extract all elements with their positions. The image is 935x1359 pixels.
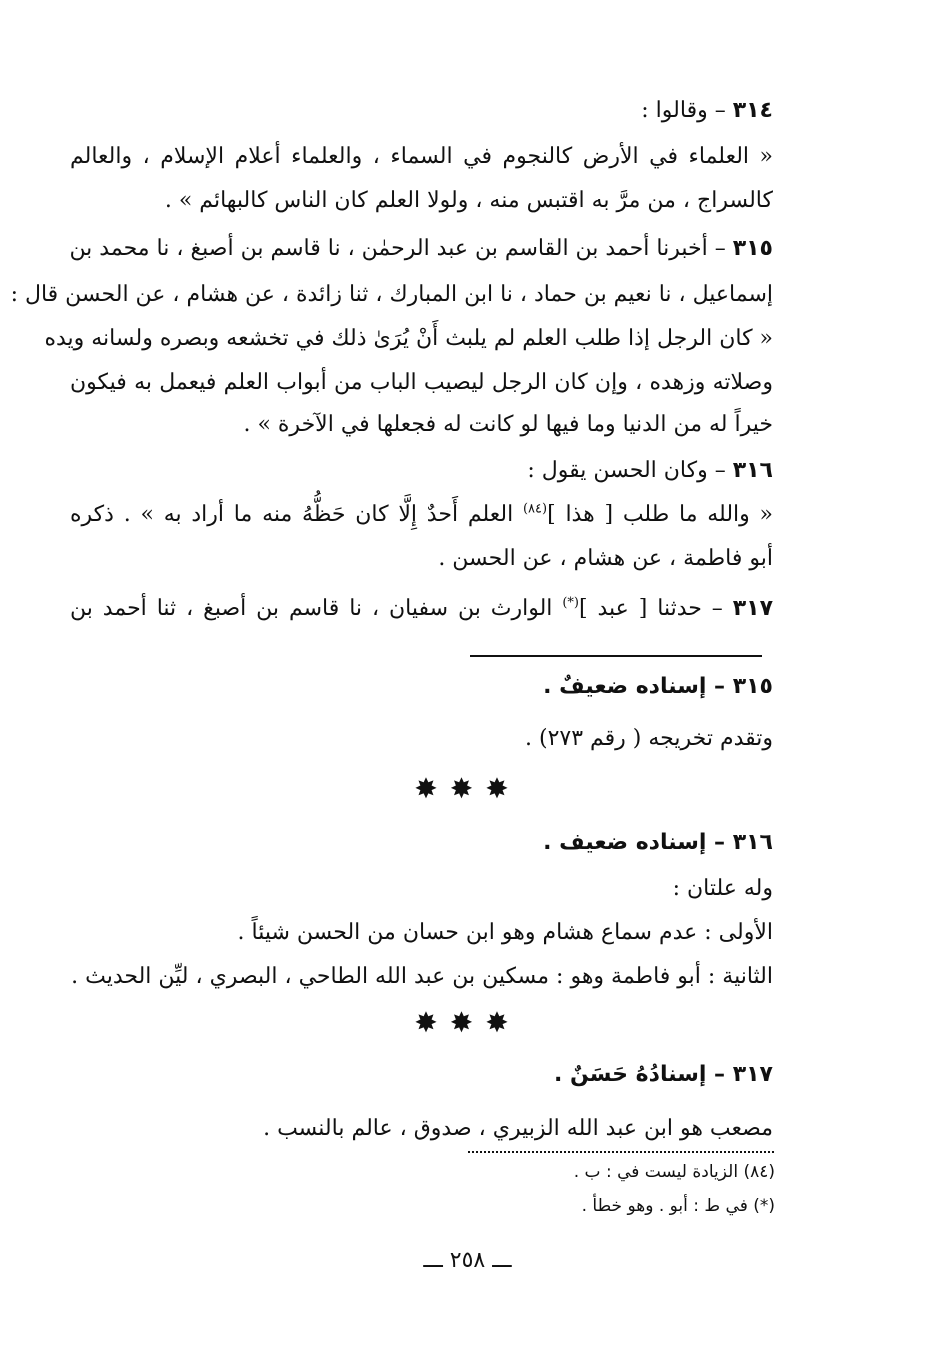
footnote-mark: (٨٤) [743,1162,775,1182]
commentary-316-line-2: الأولى : عدم سماع هشام وهو ابن حسان من الحسن شيئاً . [237,920,773,945]
commentary-317-title [554,1060,773,1090]
paragraph-number: ٣١٥ [732,236,773,261]
paragraph-text: – حدثنا [ عبد ] [578,596,733,621]
commentary-316-line-1: وله علتان : [672,876,773,901]
footnote-separator [468,1151,774,1153]
paragraph-314-heading [641,96,773,126]
commentary-number: ٣١٦ [732,830,773,855]
commentary-316-line-3: الثانية : أبو فاطمة وهو : مسكين بن عبد الله الطاحي ، البصري ، ليِّن الحديث . [71,964,773,989]
quote-end: العلم أَحدٌ إِلَّا كان حَظُّهُ منه ما أراد به » . ذكره [70,502,523,527]
footnote-text: في ط : أبو . وهو خطأ . [581,1196,754,1216]
commentary-315-title [543,672,773,702]
text-commentary-separator [470,655,762,657]
paragraph-315-line-4: وصلاته وزهده ، وإن كان الرجل ليصيب الباب من أبواب العلم فيعمل به فيكون [70,370,773,395]
footnote-text: الزيادة ليست في : ب . [573,1162,744,1182]
quote-start: « والله ما طلب [ هذا ] [547,502,774,527]
paragraph-heading-text: – وكان الحسن يقول : [527,458,733,483]
page-number: ـــ ٢٥٨ ـــ [423,1248,512,1273]
paragraph-314-line-2: كالسراج ، من مرَّ به اقتبس منه ، ولولا العلم كان الناس كالبهائم » . [164,188,773,213]
commentary-316-title [543,828,773,858]
paragraph-315-line-5: خيراً له من الدنيا وما فيها لو كانت له فجعلها في الآخرة » . [243,412,773,437]
commentary-number: ٣١٥ [732,674,773,699]
paragraph-316-line-1 [70,500,773,530]
paragraph-number: ٣١٦ [732,458,773,483]
paragraph-text: – أخبرنا أحمد بن القاسم بن عبد الرحمٰن ، نا قاسم بن أصبغ ، نا محمد بن [69,236,733,261]
paragraph-317-line-1 [70,594,773,624]
paragraph-heading-text: – وقالوا : [641,98,733,123]
paragraph-315-line-3: « كان الرجل إذا طلب العلم لم يلبث أَنْ يُرَىٰ ذلك في تخشعه وبصره ولسانه ويده [44,326,773,351]
commentary-title-text: – إسنادُهُ حَسَنٌ . [553,1062,733,1087]
paragraph-315-line-1 [70,234,773,264]
paragraph-number: ٣١٧ [732,596,774,621]
footnote-ref-star: (*) [562,595,579,611]
footnote-star [582,1194,775,1218]
paragraph-314-line-1: « العلماء في الأرض كالنجوم في السماء ، والعلماء أعلام الإسلام ، والعالم [70,144,773,169]
footnote-mark: (*) [753,1196,775,1216]
paragraph-316-line-2: أبو فاطمة ، عن هشام ، عن الحسن . [438,546,773,571]
paragraph-text-cont: الوارث بن سفيان ، نا قاسم بن أصبغ ، ثنا أحمد بن [70,596,563,621]
stars-divider: ✸✸✸ [414,772,521,805]
footnote-ref-84: (٨٤) [522,501,548,517]
commentary-title-text: – إسناده ضعيف . [543,830,733,855]
commentary-315-line-1: وتقدم تخريجه ( رقم ٢٧٣) . [525,726,773,751]
paragraph-number: ٣١٤ [732,98,773,123]
commentary-title-text: – إسناده ضعيفٌ . [543,674,733,699]
paragraph-316-heading [527,456,773,486]
paragraph-315-line-2: إسماعيل ، نا نعيم بن حماد ، نا ابن المبارك ، ثنا زائدة ، عن هشام ، عن الحسن قال : [10,282,773,307]
commentary-317-line-1: مصعب هو ابن عبد الله الزبيري ، صدوق ، عالم بالنسب . [263,1116,773,1141]
stars-divider: ✸✸✸ [414,1006,521,1039]
footnote-84 [574,1160,775,1184]
commentary-number: ٣١٧ [732,1062,773,1087]
